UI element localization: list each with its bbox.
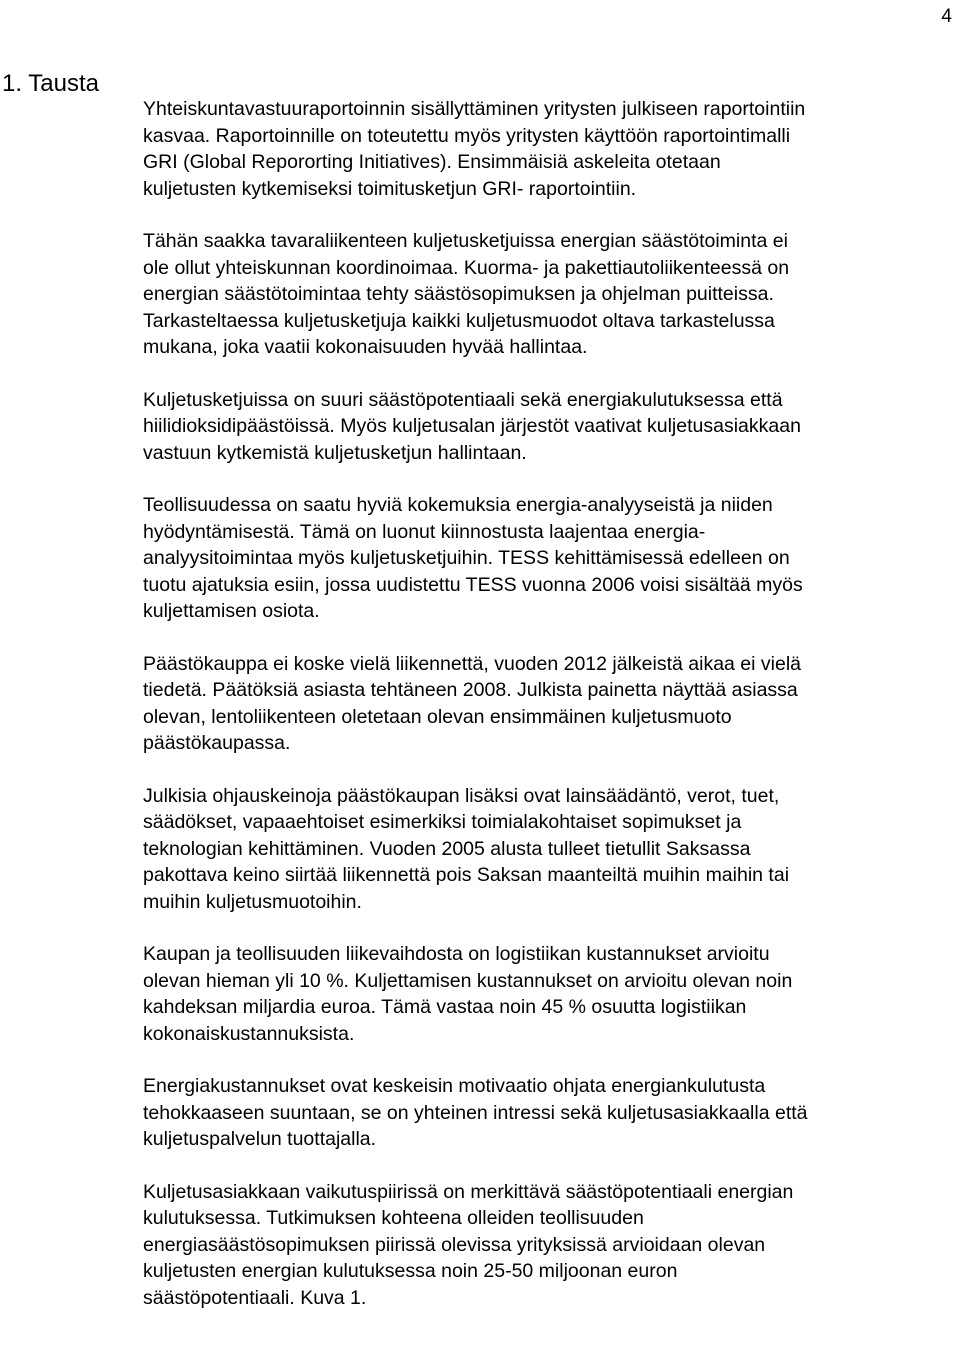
paragraph-customer-influence: Kuljetusasiakkaan vaikutuspiirissä on merkittävä säästöpotentiaali energian kulutuksessa. Tutkimuksen kohteena olleiden teollisuuden energiasäästösopimuksen piirissä olevissa yrityksissä arvioidaan olevan kuljetusten energian kulutuksessa noin 25-50 miljoonan euron säästöpotentiaali. Kuva 1.	[143, 1180, 794, 1309]
paragraph-policy-instruments: Julkisia ohjauskeinoja päästökaupan lisäksi ovat lainsäädäntö, verot, tuet, säädökset, vapaaehtoiset esimerkiksi toimialakohtaiset sopimukset ja teknologian kehittäminen. Vuoden 2005 alusta tulleet tietullit Saksassa pakottava keino siirtää liikennettä pois Saksan maanteiltä muihin maihin tai muihin kuljetusmuotoihin.	[143, 784, 790, 913]
paragraph-savings-potential: Kuljetusketjuissa on suuri säästöpotentiaali sekä energiakulutuksessa että hiilidioksidipäästöissä. Myös kuljetusalan järjestöt vaativat kuljetusasiakkaan vastuun kytkemistä kuljetusketjun hallintaan.	[143, 388, 801, 464]
page-number: 4	[941, 6, 952, 27]
paragraph-energy-analysis: Teollisuudessa on saatu hyviä kokemuksia energia-analyyseistä ja niiden hyödyntämisestä. Tämä on luonut kiinnostusta laajentaa energia- analyysitoimintaa myös kuljetusketjuihin. TESS kehittämisessä edelleen on tuotu ajatuksia esiin, jossa uudistettu TESS vuonna 2006 voisi sisältää myös kuljettamisen osiota.	[143, 494, 803, 622]
body-text	[143, 96, 956, 1337]
paragraph-logistics-costs: Kaupan ja teollisuuden liikevaihdosta on logistiikan kustannukset arvioitu olevan hieman yli 10 %. Kuljettamisen kustannukset on arvioitu olevan noin kahdeksan miljardia euroa. Tämä vastaa noin 45 % osuutta logistiikan kokonaiskustannuksista.	[143, 943, 793, 1045]
paragraph-energy-saving: Tähän saakka tavaraliikenteen kuljetusketjuissa energian säästötoiminta ei ole ollut yhteiskunnan koordinoimaa. Kuorma- ja pakettiautoliikenteessä on energian säästötoimintaa tehty säästösopimuksen ja ohjelman puitteissa. Tarkasteltaessa kuljetusketjuja kaikki kuljetusmuodot oltava tarkastelussa mukana, joka vaatii kokonaisuuden hyvää hallintaa.	[143, 230, 790, 358]
paragraph-energy-costs: Energiakustannukset ovat keskeisin motivaatio ohjata energiankulutusta tehokkaaseen suuntaan, se on yhteinen intressi sekä kuljetusasiakkaalla että kuljetuspalvelun tuottajalla.	[143, 1075, 808, 1150]
paragraph-reporting: Yhteiskuntavastuuraportoinnin sisällyttäminen yritysten julkiseen raportointiin kasvaa. Raportoinnille on toteutettu myös yritysten käyttöön raportointimalli GRI (Global Repororting Initiatives). Ensimmäisiä askeleita otetaan kuljetusten kytkemiseksi toimitusketjun GRI- raportointiin.	[143, 98, 806, 200]
section-heading: 1. Tausta	[2, 70, 99, 97]
paragraph-emissions-trading: Päästökauppa ei koske vielä liikennettä, vuoden 2012 jälkeistä aikaa ei vielä tiedetä. Päätöksiä asiasta tehtäneen 2008. Julkista painetta näyttää asiassa olevan, lentoliikenteen oletetaan olevan ensimmäinen kuljetusmuoto päästökaupassa.	[143, 652, 802, 754]
